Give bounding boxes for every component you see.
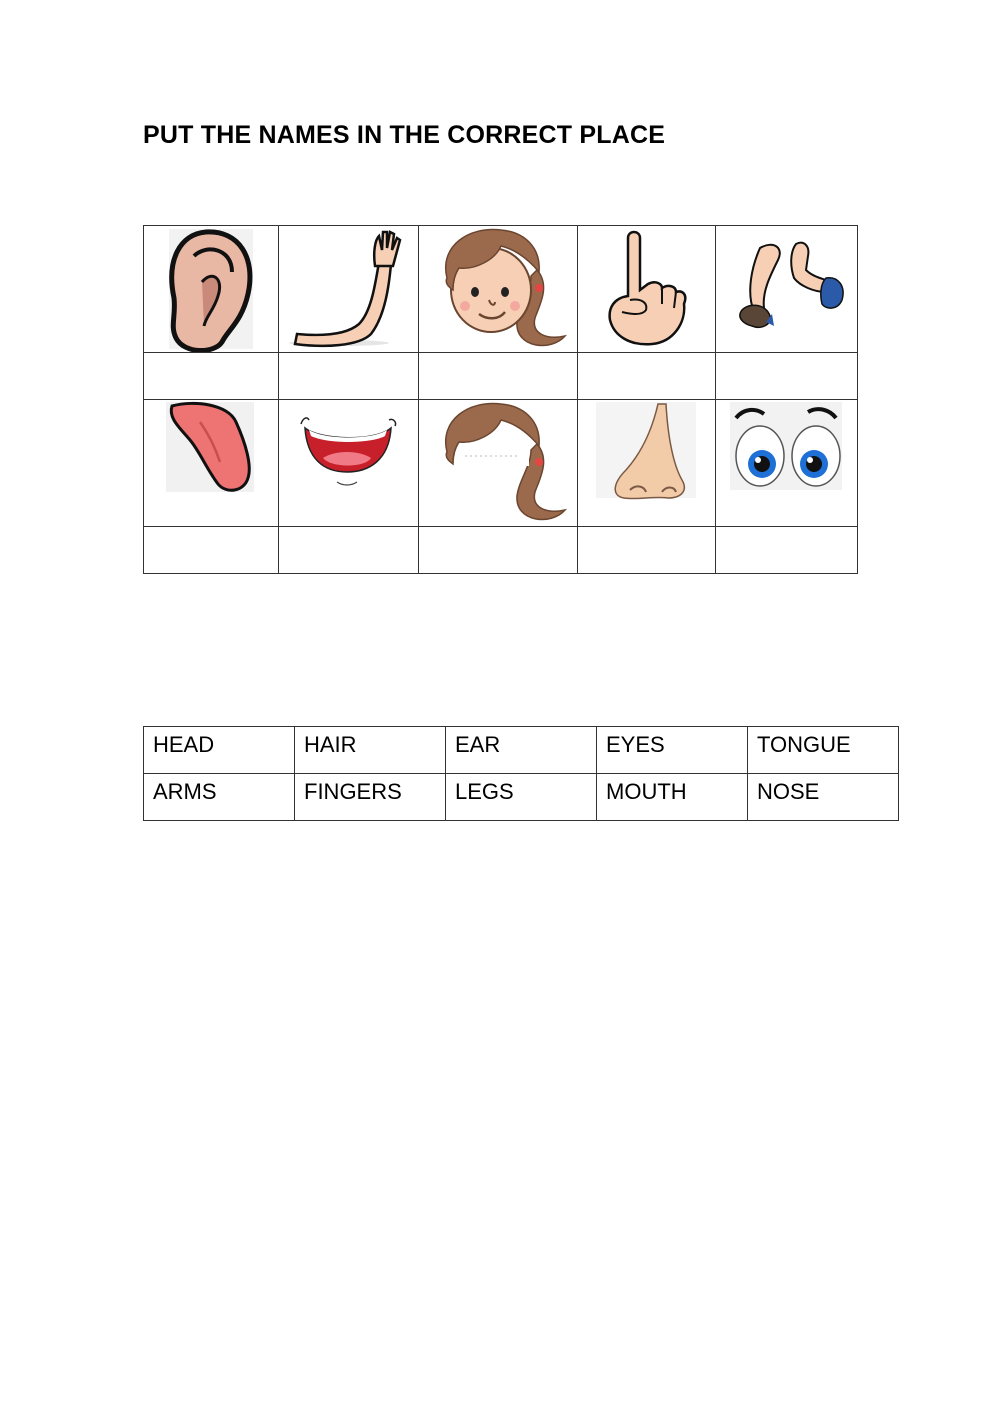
answer-box[interactable] bbox=[144, 527, 279, 574]
word-bank-row-1 bbox=[144, 727, 899, 774]
picture-cell-mouth bbox=[279, 400, 419, 527]
nose-icon bbox=[578, 400, 715, 526]
word-arms[interactable]: ARMS bbox=[144, 774, 295, 821]
picture-cell-finger bbox=[578, 226, 716, 353]
finger-icon bbox=[578, 226, 715, 352]
arm-icon bbox=[279, 226, 418, 352]
mouth-icon bbox=[279, 400, 418, 526]
picture-cell-ear bbox=[144, 226, 279, 353]
picture-cell-hair bbox=[419, 400, 578, 527]
head-icon bbox=[419, 226, 577, 352]
answer-box[interactable] bbox=[419, 353, 578, 400]
picture-cell-eyes bbox=[716, 400, 858, 527]
page-title: PUT THE NAMES IN THE CORRECT PLACE bbox=[143, 121, 666, 149]
picture-cell-arm bbox=[279, 226, 419, 353]
answer-box[interactable] bbox=[578, 353, 716, 400]
word-ear[interactable]: EAR bbox=[446, 727, 597, 774]
picture-table bbox=[143, 225, 858, 574]
picture-row-1 bbox=[144, 226, 858, 353]
word-bank-table bbox=[143, 726, 899, 821]
hair-icon bbox=[419, 400, 577, 526]
answer-row-1 bbox=[144, 353, 858, 400]
answer-box[interactable] bbox=[578, 527, 716, 574]
answer-box[interactable] bbox=[279, 353, 419, 400]
picture-cell-nose bbox=[578, 400, 716, 527]
word-head[interactable]: HEAD bbox=[144, 727, 295, 774]
tongue-icon bbox=[144, 400, 278, 526]
word-fingers[interactable]: FINGERS bbox=[295, 774, 446, 821]
word-hair[interactable]: HAIR bbox=[295, 727, 446, 774]
word-mouth[interactable]: MOUTH bbox=[597, 774, 748, 821]
answer-box[interactable] bbox=[716, 353, 858, 400]
picture-cell-legs bbox=[716, 226, 858, 353]
picture-cell-tongue bbox=[144, 400, 279, 527]
legs-icon bbox=[716, 226, 857, 352]
picture-cell-head bbox=[419, 226, 578, 353]
answer-box[interactable] bbox=[716, 527, 858, 574]
answer-box[interactable] bbox=[419, 527, 578, 574]
picture-row-2 bbox=[144, 400, 858, 527]
eyes-icon bbox=[716, 400, 857, 526]
word-eyes[interactable]: EYES bbox=[597, 727, 748, 774]
answer-row-2 bbox=[144, 527, 858, 574]
answer-box[interactable] bbox=[144, 353, 279, 400]
word-tongue[interactable]: TONGUE bbox=[748, 727, 899, 774]
ear-icon bbox=[144, 226, 278, 352]
word-bank-row-2 bbox=[144, 774, 899, 821]
answer-box[interactable] bbox=[279, 527, 419, 574]
word-legs[interactable]: LEGS bbox=[446, 774, 597, 821]
word-nose[interactable]: NOSE bbox=[748, 774, 899, 821]
